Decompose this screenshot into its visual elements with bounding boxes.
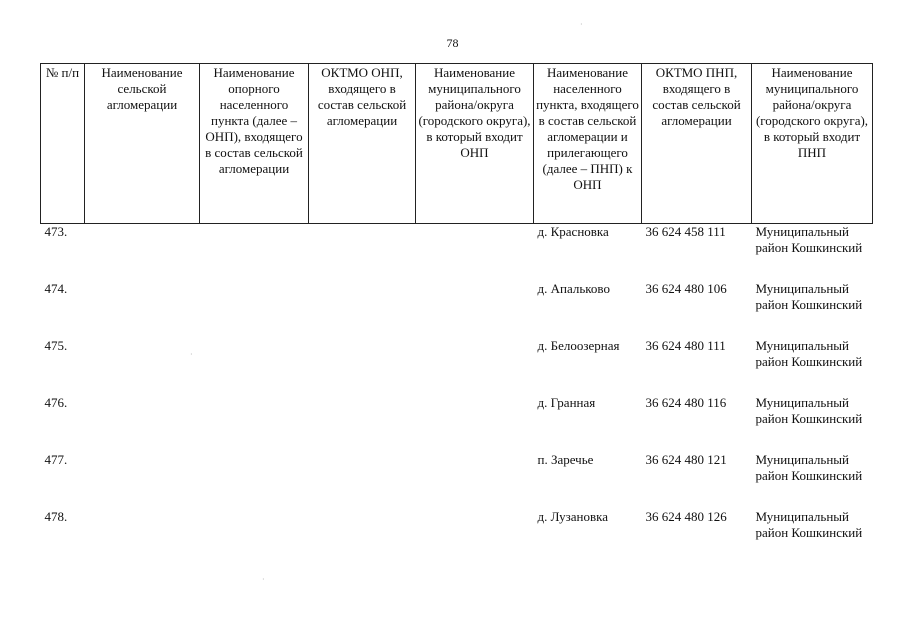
scan-speck: · xyxy=(580,20,583,29)
row-number: 477. xyxy=(44,452,68,467)
row-number: 475. xyxy=(44,338,68,353)
pnp-district-cell: Муниципальный район Кошкинский xyxy=(755,452,863,483)
scan-speck: · xyxy=(190,350,193,359)
agglomeration-cell xyxy=(85,338,200,395)
onp-name-cell xyxy=(200,509,309,566)
agglomeration-table xyxy=(40,63,873,566)
table-row xyxy=(41,338,873,395)
agglomeration-cell xyxy=(85,509,200,566)
onp-name-cell xyxy=(200,224,309,282)
agglomeration-cell xyxy=(85,224,200,282)
header-onp-district: Наименование муниципального района/округа (городского округа), в который входит ОНП xyxy=(416,64,534,224)
pnp-district-cell: Муниципальный район Кошкинский xyxy=(755,224,863,255)
onp-oktmo-cell xyxy=(309,281,416,338)
row-number: 478. xyxy=(44,509,68,524)
row-number: 473. xyxy=(44,224,68,239)
header-onp-name: Наименование опорного населенного пункта (далее – ОНП), входящего в состав сельской агломерации xyxy=(200,64,309,224)
table-row xyxy=(41,224,873,282)
pnp-name-cell: д. Гранная xyxy=(537,395,596,410)
pnp-oktmo-cell: 36 624 458 111 xyxy=(645,224,726,239)
pnp-oktmo-cell: 36 624 480 121 xyxy=(645,452,727,467)
header-row xyxy=(41,64,873,224)
pnp-name-cell: д. Красновка xyxy=(537,224,609,239)
table-row xyxy=(41,509,873,566)
header-number: № п/п xyxy=(41,64,85,224)
pnp-oktmo-cell: 36 624 480 111 xyxy=(645,338,726,353)
pnp-oktmo-cell: 36 624 480 126 xyxy=(645,509,727,524)
pnp-name-cell: д. Белоозерная xyxy=(537,338,620,353)
pnp-district-cell: Муниципальный район Кошкинский xyxy=(755,338,863,369)
table-body xyxy=(41,224,873,567)
onp-oktmo-cell xyxy=(309,338,416,395)
pnp-oktmo-cell: 36 624 480 116 xyxy=(645,395,727,410)
pnp-district-cell: Муниципальный район Кошкинский xyxy=(755,395,863,426)
pnp-district-cell: Муниципальный район Кошкинский xyxy=(755,281,863,312)
header-pnp-oktmo: ОКТМО ПНП, входящего в состав сельской агломерации xyxy=(642,64,752,224)
pnp-district-cell: Муниципальный район Кошкинский xyxy=(755,509,863,540)
onp-name-cell xyxy=(200,281,309,338)
onp-oktmo-cell xyxy=(309,395,416,452)
onp-oktmo-cell xyxy=(309,224,416,282)
onp-district-cell xyxy=(416,338,534,395)
onp-oktmo-cell xyxy=(309,509,416,566)
onp-name-cell xyxy=(200,338,309,395)
table-row xyxy=(41,452,873,509)
header-pnp-district: Наименование муниципального района/округа (городского округа), в который входит ПНП xyxy=(752,64,873,224)
header-onp-oktmo: ОКТМО ОНП, входящего в состав сельской агломерации xyxy=(309,64,416,224)
onp-district-cell xyxy=(416,509,534,566)
scan-speck: · xyxy=(262,575,265,584)
table-row xyxy=(41,281,873,338)
pnp-name-cell: д. Лузановка xyxy=(537,509,608,524)
onp-district-cell xyxy=(416,395,534,452)
row-number: 476. xyxy=(44,395,68,410)
header-pnp-name: Наименование населенного пункта, входящего в состав сельской агломерации и прилегающего (далее – ПНП) к ОНП xyxy=(534,64,642,224)
row-number: 474. xyxy=(44,281,68,296)
onp-name-cell xyxy=(200,452,309,509)
pnp-name-cell: д. Апальково xyxy=(537,281,610,296)
agglomeration-cell xyxy=(85,395,200,452)
header-agglomeration: Наименование сельской агломерации xyxy=(85,64,200,224)
onp-district-cell xyxy=(416,452,534,509)
onp-district-cell xyxy=(416,224,534,282)
pnp-name-cell: п. Заречье xyxy=(537,452,594,467)
table-row xyxy=(41,395,873,452)
page-number: 78 xyxy=(446,36,459,50)
onp-district-cell xyxy=(416,281,534,338)
agglomeration-cell xyxy=(85,452,200,509)
agglomeration-cell xyxy=(85,281,200,338)
onp-oktmo-cell xyxy=(309,452,416,509)
onp-name-cell xyxy=(200,395,309,452)
pnp-oktmo-cell: 36 624 480 106 xyxy=(645,281,727,296)
